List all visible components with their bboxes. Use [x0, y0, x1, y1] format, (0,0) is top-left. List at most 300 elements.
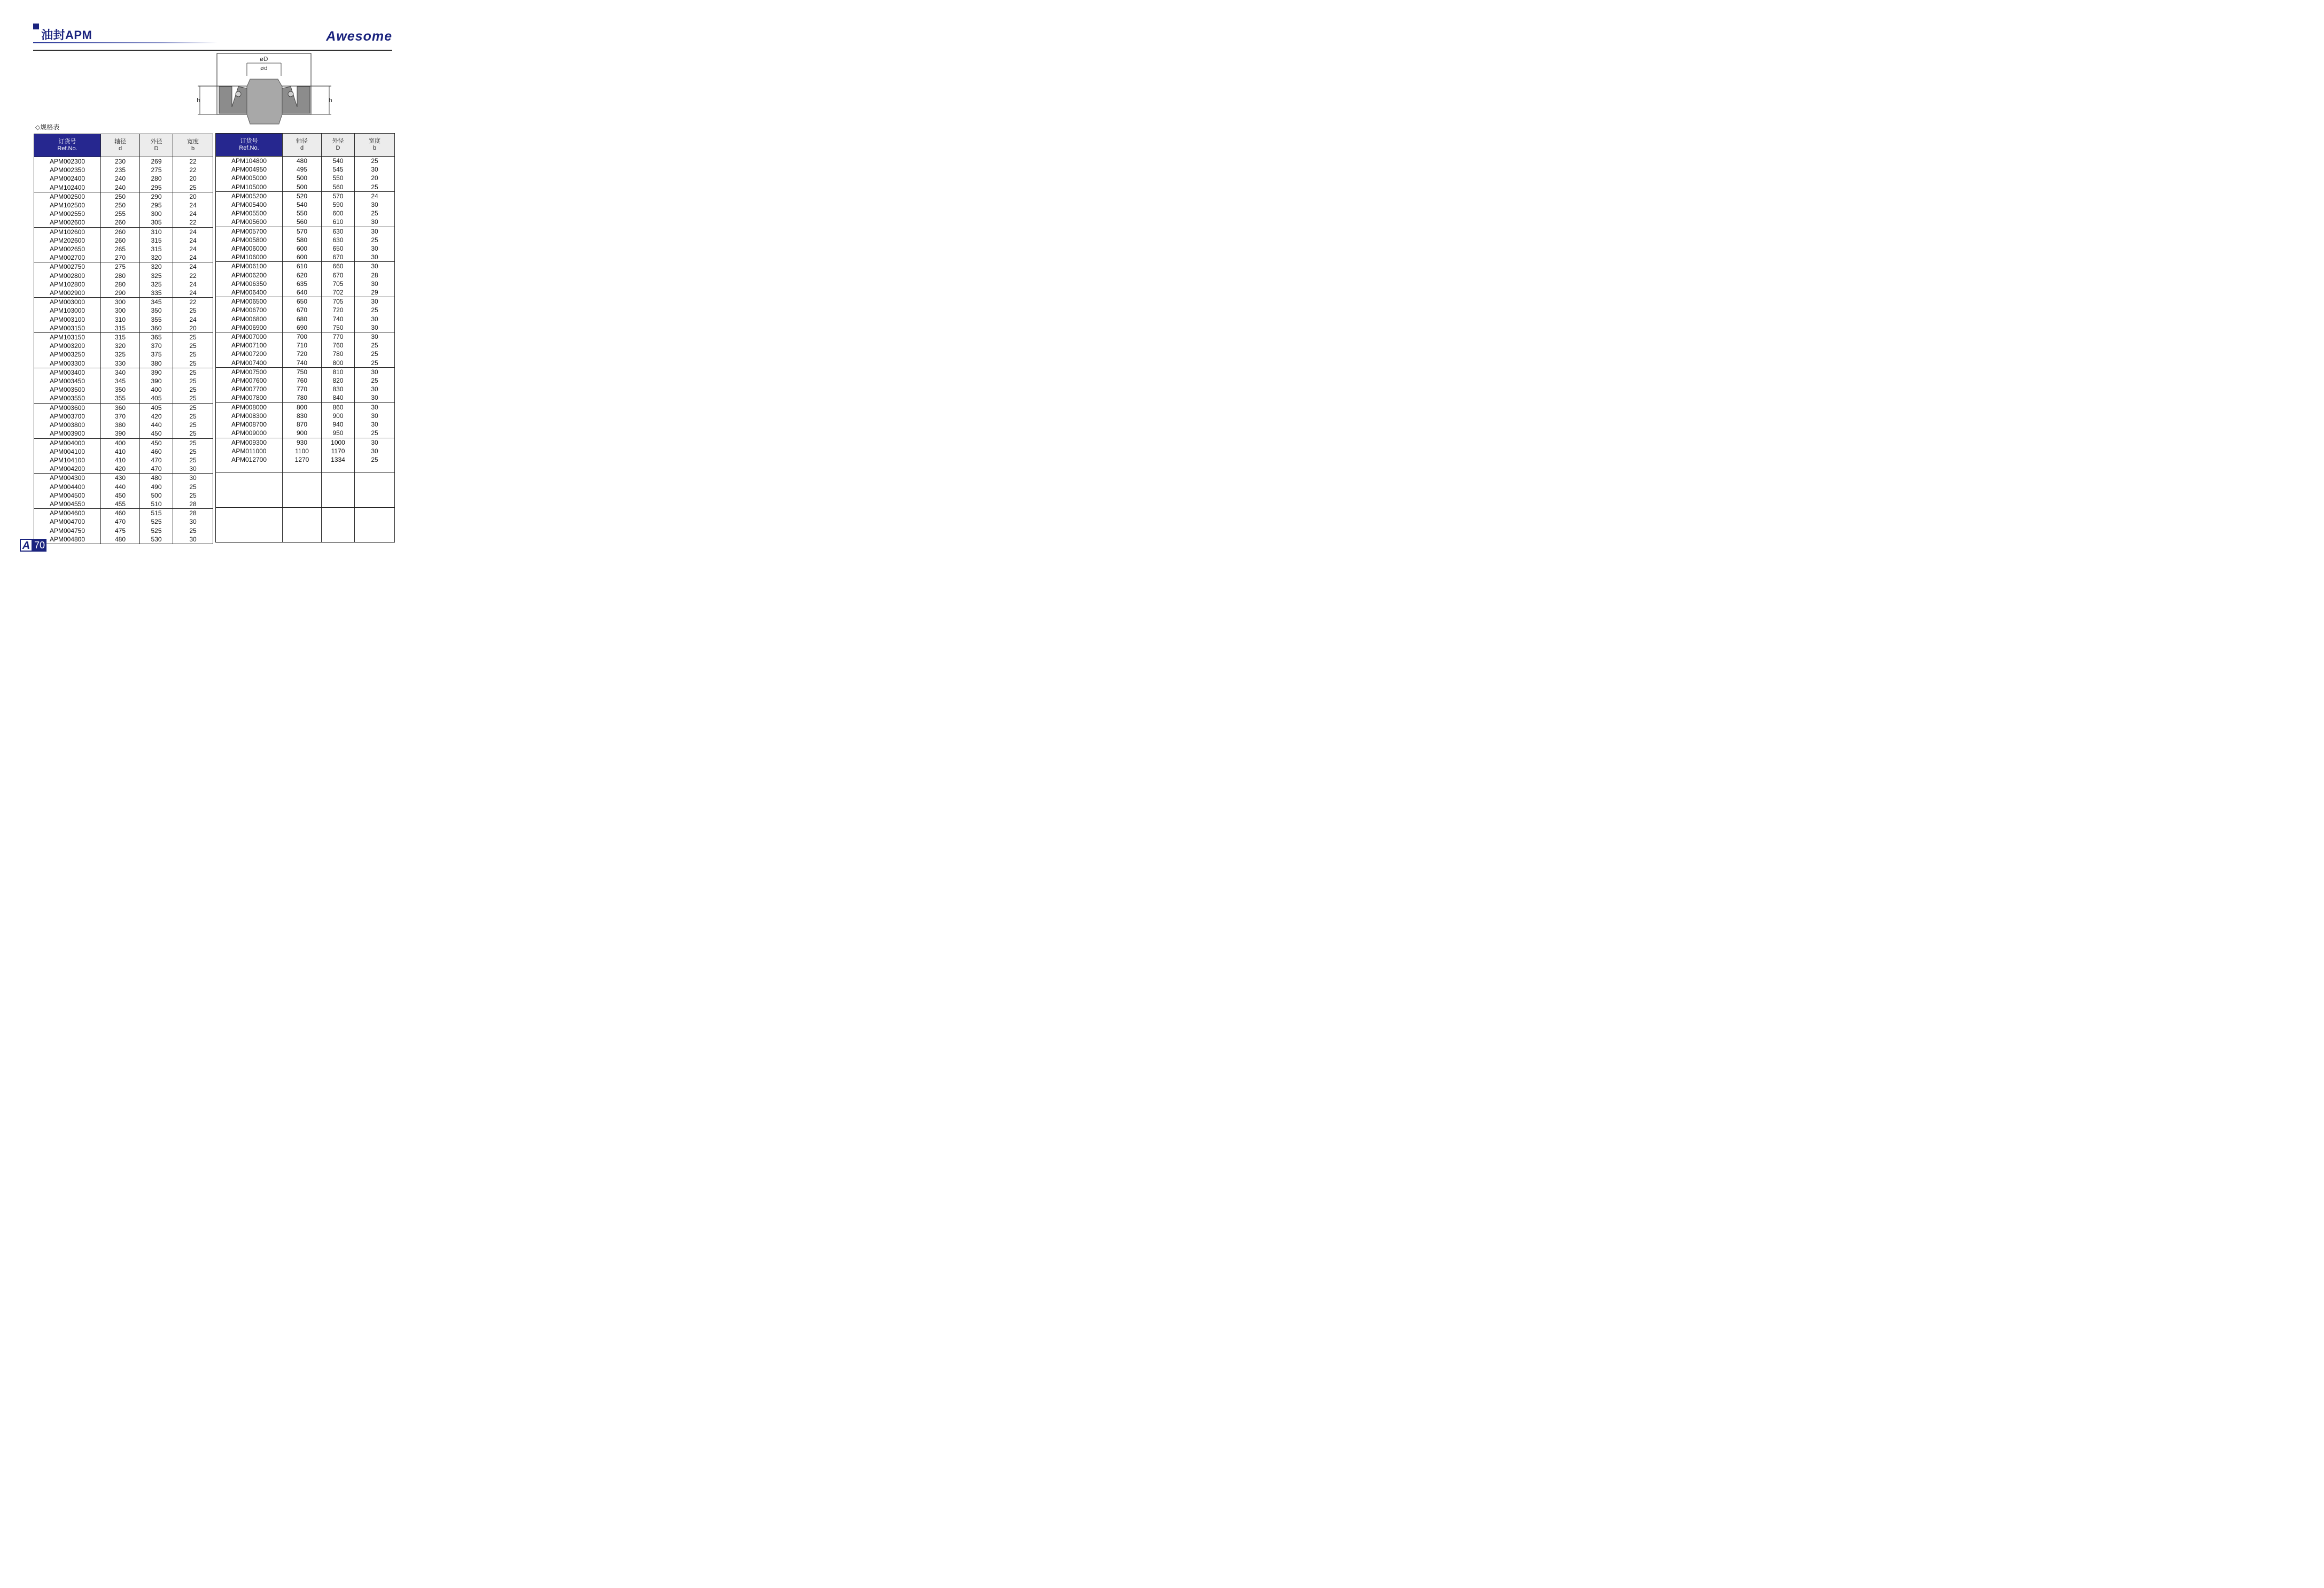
- outer-diameter-cell: 1000: [322, 438, 355, 447]
- table-row: [34, 166, 213, 174]
- width-cell: 25: [173, 403, 213, 412]
- width-cell: 25: [173, 368, 213, 377]
- ref-no-cell: APM007700: [216, 385, 283, 393]
- table-row: [34, 500, 213, 509]
- outer-diameter-cell: 830: [322, 385, 355, 393]
- table-row: [34, 298, 213, 307]
- ref-no-cell: APM003200: [34, 342, 101, 350]
- ref-no-cell: APM003150: [34, 324, 101, 333]
- shaft-diameter-cell: 710: [283, 341, 322, 350]
- table-row: [216, 244, 395, 253]
- shaft-diameter-cell: 380: [101, 421, 140, 429]
- table-row: [216, 438, 395, 447]
- ref-no-cell: APM011000: [216, 447, 283, 455]
- ref-no-cell: APM004300: [34, 474, 101, 483]
- table-row: [34, 245, 213, 253]
- width-cell: 30: [355, 218, 395, 227]
- shaft-diameter-cell: 450: [101, 491, 140, 500]
- shaft-diameter-cell: 255: [101, 210, 140, 218]
- ref-no-cell: APM007400: [216, 359, 283, 368]
- seal-cross-section-diagram: [197, 51, 332, 126]
- outer-diameter-cell: 660: [322, 262, 355, 271]
- width-cell: 30: [355, 315, 395, 323]
- width-cell: 22: [173, 218, 213, 227]
- empty-row: [216, 473, 395, 508]
- table-row: [216, 376, 395, 385]
- title-underline: [33, 42, 217, 43]
- outer-diameter-cell: 320: [140, 262, 173, 272]
- label-height-left: h: [197, 97, 200, 104]
- outer-diameter-cell: 1334: [322, 455, 355, 464]
- table-row: [34, 403, 213, 412]
- shaft-diameter-cell: 480: [101, 535, 140, 544]
- width-cell: 25: [173, 394, 213, 403]
- outer-diameter-cell: 515: [140, 509, 173, 518]
- width-cell: 25: [355, 341, 395, 350]
- outer-diameter-cell: 570: [322, 191, 355, 200]
- width-cell: 20: [173, 324, 213, 333]
- ref-no-cell: APM004600: [34, 509, 101, 518]
- width-cell: 25: [355, 236, 395, 244]
- width-cell: 25: [173, 306, 213, 315]
- outer-diameter-cell: 380: [140, 359, 173, 368]
- table-row: [216, 218, 395, 227]
- ref-no-cell: APM003700: [34, 412, 101, 421]
- shaft-diameter-cell: 650: [283, 297, 322, 306]
- ref-no-cell: APM006700: [216, 306, 283, 314]
- ref-no-cell: APM104100: [34, 456, 101, 464]
- width-cell: 25: [173, 491, 213, 500]
- ref-no-cell: APM007100: [216, 341, 283, 350]
- width-cell: 25: [355, 455, 395, 464]
- table-row: [34, 272, 213, 280]
- ref-no-cell: APM006000: [216, 244, 283, 253]
- width-cell: 25: [173, 359, 213, 368]
- title-marker: [33, 24, 39, 29]
- outer-diameter-cell: 310: [140, 227, 173, 236]
- width-cell: 24: [173, 280, 213, 289]
- ref-no-cell: APM006200: [216, 271, 283, 280]
- ref-no-cell: APM006800: [216, 315, 283, 323]
- outer-diameter-cell: 325: [140, 280, 173, 289]
- outer-diameter-cell: 470: [140, 464, 173, 474]
- width-cell: 30: [355, 420, 395, 429]
- table-row: [216, 174, 395, 182]
- shaft-diameter-cell: 265: [101, 245, 140, 253]
- ref-no-cell: APM002700: [34, 253, 101, 262]
- width-cell: 25: [173, 438, 213, 447]
- spec-table-right: [215, 133, 395, 543]
- ref-no-cell: APM105000: [216, 183, 283, 192]
- outer-diameter-cell: 480: [140, 474, 173, 483]
- ref-no-cell: APM003900: [34, 429, 101, 438]
- ref-no-cell: APM003000: [34, 298, 101, 307]
- table-row: [34, 333, 213, 342]
- outer-diameter-cell: 525: [140, 526, 173, 535]
- shaft-diameter-cell: 680: [283, 315, 322, 323]
- outer-diameter-cell: 610: [322, 218, 355, 227]
- table-row: [34, 377, 213, 385]
- table-row: [216, 253, 395, 262]
- ref-no-cell: APM102800: [34, 280, 101, 289]
- shaft-diameter-cell: 240: [101, 174, 140, 183]
- ref-no-cell: APM002650: [34, 245, 101, 253]
- table-row: [34, 253, 213, 262]
- table-row: [34, 306, 213, 315]
- ref-no-cell: APM005500: [216, 209, 283, 218]
- width-cell: 30: [355, 447, 395, 455]
- table-row: [216, 464, 395, 473]
- shaft-diameter-cell: 900: [283, 429, 322, 438]
- col-header-width: 宽度 b: [355, 134, 395, 157]
- empty-cell: [283, 473, 322, 508]
- shaft-diameter-cell: 600: [283, 253, 322, 262]
- outer-diameter-cell: 525: [140, 517, 173, 526]
- label-outer-diameter: øD: [260, 56, 268, 63]
- width-cell: 30: [355, 297, 395, 306]
- ref-no-cell: APM008000: [216, 402, 283, 412]
- outer-diameter-cell: 590: [322, 200, 355, 209]
- outer-diameter-cell: 950: [322, 429, 355, 438]
- shaft-diameter-cell: 495: [283, 165, 322, 174]
- ref-no-cell: APM004200: [34, 464, 101, 474]
- ref-no-cell: APM004000: [34, 438, 101, 447]
- ref-no-cell: [216, 464, 283, 473]
- table-row: [34, 421, 213, 429]
- outer-diameter-cell: 390: [140, 377, 173, 385]
- table-row: [34, 483, 213, 491]
- outer-diameter-cell: 702: [322, 288, 355, 297]
- outer-diameter-cell: 810: [322, 367, 355, 376]
- shaft-diameter-cell: 315: [101, 333, 140, 342]
- shaft-diameter-cell: 780: [283, 393, 322, 402]
- shaft-diameter-cell: 400: [101, 438, 140, 447]
- ref-no-cell: APM006900: [216, 323, 283, 332]
- shaft-diameter-cell: 340: [101, 368, 140, 377]
- label-height-right: h: [329, 97, 332, 104]
- outer-diameter-cell: 405: [140, 394, 173, 403]
- shaft-diameter-cell: 560: [283, 218, 322, 227]
- shaft-diameter-cell: 390: [101, 429, 140, 438]
- ref-no-cell: APM007000: [216, 332, 283, 342]
- table-row: [216, 447, 395, 455]
- shaft-diameter-cell: 480: [283, 157, 322, 166]
- ref-no-cell: APM104800: [216, 157, 283, 166]
- ref-no-cell: APM002300: [34, 157, 101, 166]
- ref-no-cell: APM005800: [216, 236, 283, 244]
- outer-diameter-cell: 440: [140, 421, 173, 429]
- table-row: [216, 280, 395, 288]
- outer-diameter-cell: 295: [140, 201, 173, 210]
- table-row: [34, 438, 213, 447]
- width-cell: 24: [173, 253, 213, 262]
- width-cell: 30: [355, 367, 395, 376]
- shaft-diameter-cell: 455: [101, 500, 140, 509]
- width-cell: 25: [355, 429, 395, 438]
- table-row: [34, 183, 213, 192]
- table-row: [34, 385, 213, 394]
- width-cell: 24: [173, 227, 213, 236]
- ref-no-cell: APM009300: [216, 438, 283, 447]
- ref-no-cell: APM002500: [34, 192, 101, 201]
- outer-diameter-cell: 630: [322, 227, 355, 236]
- width-cell: 25: [173, 342, 213, 350]
- width-cell: 24: [173, 262, 213, 272]
- table-row: [34, 174, 213, 183]
- ref-no-cell: APM004550: [34, 500, 101, 509]
- ref-no-cell: APM004500: [34, 491, 101, 500]
- width-cell: 30: [355, 332, 395, 342]
- width-cell: 20: [173, 174, 213, 183]
- shaft-diameter-cell: 345: [101, 377, 140, 385]
- outer-diameter-cell: 720: [322, 306, 355, 314]
- shaft-diameter-cell: 570: [283, 227, 322, 236]
- outer-diameter-cell: 280: [140, 174, 173, 183]
- width-cell: 30: [355, 227, 395, 236]
- table-row: [216, 420, 395, 429]
- ref-no-cell: APM007600: [216, 376, 283, 385]
- shaft-diameter-cell: 355: [101, 394, 140, 403]
- ref-no-cell: APM006400: [216, 288, 283, 297]
- width-cell: 25: [173, 456, 213, 464]
- shaft-diameter-cell: 475: [101, 526, 140, 535]
- outer-diameter-cell: 940: [322, 420, 355, 429]
- width-cell: 30: [355, 393, 395, 402]
- col-header-ref: 订货号 Ref.No.: [34, 134, 101, 157]
- shaft-diameter-cell: 750: [283, 367, 322, 376]
- ref-no-cell: APM008700: [216, 420, 283, 429]
- outer-diameter-cell: 450: [140, 429, 173, 438]
- width-cell: 24: [173, 210, 213, 218]
- width-cell: 25: [355, 209, 395, 218]
- outer-diameter-cell: 355: [140, 315, 173, 324]
- shaft-diameter-cell: 420: [101, 464, 140, 474]
- outer-diameter-cell: 750: [322, 323, 355, 332]
- shaft-diameter-cell: 410: [101, 456, 140, 464]
- table-row: [216, 332, 395, 342]
- ref-no-cell: APM003300: [34, 359, 101, 368]
- outer-diameter-cell: 350: [140, 306, 173, 315]
- ref-no-cell: APM003600: [34, 403, 101, 412]
- width-cell: 25: [173, 483, 213, 491]
- width-cell: 30: [355, 200, 395, 209]
- page-title: 油封APM: [41, 28, 92, 42]
- shaft-diameter-cell: 235: [101, 166, 140, 174]
- outer-diameter-cell: 740: [322, 315, 355, 323]
- shaft-diameter-cell: 930: [283, 438, 322, 447]
- width-cell: 25: [355, 157, 395, 166]
- ref-no-cell: APM003550: [34, 394, 101, 403]
- ref-no-cell: APM004800: [34, 535, 101, 544]
- ref-no-cell: APM103150: [34, 333, 101, 342]
- table-row: [216, 227, 395, 236]
- ref-no-cell: APM002400: [34, 174, 101, 183]
- ref-no-cell: APM002350: [34, 166, 101, 174]
- outer-diameter-cell: 295: [140, 183, 173, 192]
- outer-diameter-cell: 290: [140, 192, 173, 201]
- table-row: [34, 324, 213, 333]
- table-row: [34, 509, 213, 518]
- outer-diameter-cell: 540: [322, 157, 355, 166]
- width-cell: 25: [355, 359, 395, 368]
- shaft-diameter-cell: 325: [101, 350, 140, 359]
- table-row: [34, 447, 213, 456]
- table-row: [216, 209, 395, 218]
- outer-diameter-cell: 560: [322, 183, 355, 192]
- table-row: [34, 280, 213, 289]
- shaft-diameter-cell: 620: [283, 271, 322, 280]
- width-cell: 30: [173, 535, 213, 544]
- width-cell: 28: [173, 500, 213, 509]
- shaft-diameter-cell: 410: [101, 447, 140, 456]
- shaft-diameter-cell: 720: [283, 350, 322, 358]
- table-row: [216, 191, 395, 200]
- ref-no-cell: APM005700: [216, 227, 283, 236]
- outer-diameter-cell: 305: [140, 218, 173, 227]
- shaft-diameter-cell: 360: [101, 403, 140, 412]
- table-row: [216, 165, 395, 174]
- outer-diameter-cell: 300: [140, 210, 173, 218]
- width-cell: 25: [173, 183, 213, 192]
- shaft-diameter-cell: 1270: [283, 455, 322, 464]
- shaft-diameter-cell: 300: [101, 298, 140, 307]
- shaft-diameter-cell: 460: [101, 509, 140, 518]
- table-row: [34, 535, 213, 544]
- ref-no-cell: APM008300: [216, 412, 283, 420]
- col-header-shaft-diameter: 轴径 d: [283, 134, 322, 157]
- ref-no-cell: APM106000: [216, 253, 283, 262]
- table-row: [34, 456, 213, 464]
- shaft-diameter-cell: 520: [283, 191, 322, 200]
- width-cell: 30: [173, 464, 213, 474]
- outer-diameter-cell: 325: [140, 272, 173, 280]
- width-cell: 30: [355, 262, 395, 271]
- empty-cell: [355, 473, 395, 508]
- page-number: 70: [33, 539, 46, 552]
- shaft-diameter-cell: 470: [101, 517, 140, 526]
- ref-no-cell: APM002750: [34, 262, 101, 272]
- ref-no-cell: APM005200: [216, 191, 283, 200]
- table-row: [216, 402, 395, 412]
- shaft-diameter-cell: 280: [101, 272, 140, 280]
- outer-diameter-cell: 800: [322, 359, 355, 368]
- ref-no-cell: APM005600: [216, 218, 283, 227]
- empty-row: [216, 508, 395, 543]
- shaft-diameter-cell: 800: [283, 402, 322, 412]
- col-header-outer-diameter: 外径 D: [322, 134, 355, 157]
- shaft-diameter-cell: 315: [101, 324, 140, 333]
- width-cell: 24: [173, 201, 213, 210]
- ref-no-cell: APM009000: [216, 429, 283, 438]
- shaft-diameter-cell: 270: [101, 253, 140, 262]
- shaft-diameter-cell: 230: [101, 157, 140, 166]
- table-row: [216, 341, 395, 350]
- table-row: [34, 227, 213, 236]
- table-row: [34, 429, 213, 438]
- table-row: [34, 368, 213, 377]
- shaft-diameter-cell: 870: [283, 420, 322, 429]
- outer-diameter-cell: 630: [322, 236, 355, 244]
- shaft-diameter-cell: 500: [283, 183, 322, 192]
- outer-diameter-cell: 530: [140, 535, 173, 544]
- outer-diameter-cell: 510: [140, 500, 173, 509]
- width-cell: 30: [355, 244, 395, 253]
- shaft-diameter-cell: 670: [283, 306, 322, 314]
- width-cell: 25: [355, 350, 395, 358]
- table-row: [34, 289, 213, 298]
- outer-diameter-cell: 450: [140, 438, 173, 447]
- outer-diameter-cell: 760: [322, 341, 355, 350]
- shaft-diameter-cell: 260: [101, 236, 140, 245]
- shaft-diameter-cell: 260: [101, 227, 140, 236]
- outer-diameter-cell: 670: [322, 253, 355, 262]
- width-cell: 30: [173, 517, 213, 526]
- table-row: [216, 306, 395, 314]
- empty-cell: [283, 508, 322, 543]
- shaft-diameter-cell: 1100: [283, 447, 322, 455]
- table-row: [34, 210, 213, 218]
- table-row: [216, 315, 395, 323]
- outer-diameter-cell: 600: [322, 209, 355, 218]
- ref-no-cell: APM002900: [34, 289, 101, 298]
- outer-diameter-cell: 840: [322, 393, 355, 402]
- outer-diameter-cell: 365: [140, 333, 173, 342]
- ref-no-cell: APM003500: [34, 385, 101, 394]
- width-cell: 20: [355, 174, 395, 182]
- outer-diameter-cell: 780: [322, 350, 355, 358]
- col-header-ref: 订货号 Ref.No.: [216, 134, 283, 157]
- table-row: [216, 200, 395, 209]
- outer-diameter-cell: 545: [322, 165, 355, 174]
- ref-no-cell: APM103000: [34, 306, 101, 315]
- width-cell: 20: [173, 192, 213, 201]
- table-row: [216, 183, 395, 192]
- col-header-outer-diameter: 外径 D: [140, 134, 173, 157]
- ref-no-cell: APM006500: [216, 297, 283, 306]
- shaft-diameter-cell: 540: [283, 200, 322, 209]
- outer-diameter-cell: 820: [322, 376, 355, 385]
- width-cell: 24: [173, 245, 213, 253]
- ref-no-cell: APM004700: [34, 517, 101, 526]
- shaft-diameter-cell: 310: [101, 315, 140, 324]
- table-row: [216, 385, 395, 393]
- table-row: [34, 350, 213, 359]
- width-cell: 25: [173, 350, 213, 359]
- ref-no-cell: APM102400: [34, 183, 101, 192]
- table-row: [34, 342, 213, 350]
- outer-diameter-cell: 860: [322, 402, 355, 412]
- table-row: [216, 288, 395, 297]
- width-cell: 30: [355, 412, 395, 420]
- width-cell: 30: [355, 280, 395, 288]
- outer-diameter-cell: 335: [140, 289, 173, 298]
- width-cell: 22: [173, 272, 213, 280]
- ref-no-cell: APM003400: [34, 368, 101, 377]
- width-cell: 25: [173, 385, 213, 394]
- table-row: [34, 412, 213, 421]
- outer-diameter-cell: 420: [140, 412, 173, 421]
- outer-diameter-cell: 375: [140, 350, 173, 359]
- width-cell: 25: [173, 333, 213, 342]
- ref-no-cell: APM004950: [216, 165, 283, 174]
- ref-no-cell: APM003100: [34, 315, 101, 324]
- shaft-diameter-cell: 370: [101, 412, 140, 421]
- shaft-diameter-cell: 330: [101, 359, 140, 368]
- table-row: [216, 359, 395, 368]
- shaft-diameter-cell: 250: [101, 192, 140, 201]
- outer-diameter-cell: 400: [140, 385, 173, 394]
- shaft-diameter-cell: 440: [101, 483, 140, 491]
